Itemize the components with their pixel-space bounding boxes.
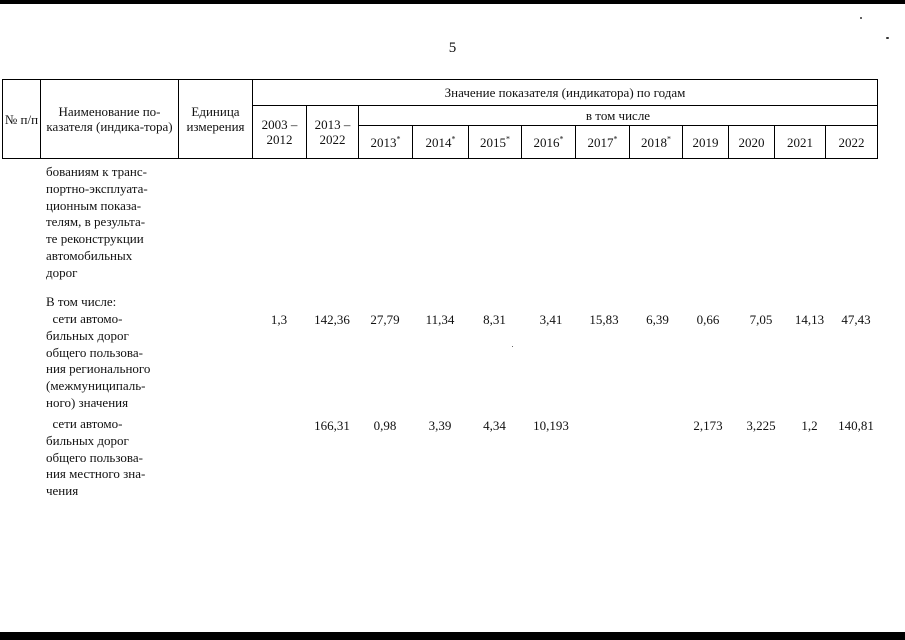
page-number: 5 (448, 40, 457, 56)
header-number-column: № п/п (3, 80, 41, 159)
regional-value-cell: 27,79 (370, 312, 400, 327)
scan-speck (860, 17, 862, 19)
header-year-1: 2014* (413, 126, 469, 159)
regional-value-cell: 15,83 (589, 312, 619, 327)
including-label: В том числе: (46, 294, 117, 309)
footnote-mark: * (396, 134, 401, 144)
local-value-cell: 140,81 (838, 418, 874, 433)
local-value-cell: 4,34 (483, 418, 506, 433)
bottom-border-rule (0, 632, 905, 640)
local-value-cell: 10,193 (533, 418, 569, 433)
header-period-2013-2022: 2013 – 2022 (307, 106, 359, 159)
header-year-0: 2013* (359, 126, 413, 159)
header-values-by-year: Значение показателя (индикатора) по годам (253, 80, 878, 106)
top-border-rule (0, 0, 905, 4)
footnote-mark: * (451, 134, 456, 144)
header-year-5: 2018* (630, 126, 683, 159)
header-year-4: 2017* (576, 126, 630, 159)
local-value-cell: 0,98 (373, 418, 397, 433)
local-value-cell: 166,31 (314, 418, 350, 433)
footnote-mark: * (506, 134, 510, 144)
local-value-cell: 3,39 (428, 418, 452, 433)
footnote-mark: * (613, 134, 618, 144)
regional-value-cell: 1,3 (270, 312, 288, 327)
regional-value-cell: 14,13 (794, 312, 825, 327)
continuation-text: бованиям к транс- портно-эксплуата- ционным показа- телям, в результа- те реконструкции автомобильных дорог (46, 164, 148, 280)
footnote-mark: * (559, 134, 564, 144)
header-year-9: 2022 (826, 126, 878, 159)
header-unit: Единица измерения (179, 80, 253, 159)
header-including: в том числе (359, 106, 878, 126)
local-value-cell: 3,225 (746, 418, 776, 433)
header-year-3: 2016* (522, 126, 576, 159)
regional-value-cell: 0,66 (696, 312, 720, 327)
regional-value-cell: 6,39 (646, 312, 669, 327)
header-indicator-name: Наименование по-казателя (индика-тора) (41, 80, 179, 159)
local-value-cell: 1,2 (801, 418, 818, 433)
scan-speck (886, 37, 889, 39)
header-period-2003-2012: 2003 – 2012 (253, 106, 307, 159)
header-year-7: 2020 (729, 126, 775, 159)
header-year-2: 2015* (469, 126, 522, 159)
local-roads-label: сети автомо- бильных дорог общего пользова- ния местного зна- чения (46, 416, 146, 499)
header-year-6: 2019 (683, 126, 729, 159)
regional-value-cell: 11,34 (425, 312, 455, 327)
regional-value-cell: 3,41 (539, 312, 563, 327)
footnote-mark: * (667, 134, 671, 144)
indicator-table-header (2, 79, 878, 159)
header-year-8: 2021 (775, 126, 826, 159)
regional-value-cell: 142,36 (314, 312, 350, 327)
local-value-cell: 2,173 (693, 418, 723, 433)
regional-value-cell: 8,31 (483, 312, 506, 327)
scan-speck (512, 346, 513, 347)
regional-value-cell: 7,05 (749, 312, 773, 327)
regional-roads-label: сети автомо- бильных дорог общего пользова- ния регионального (межмуниципаль- ного) значения (46, 311, 151, 410)
regional-value-cell: 47,43 (841, 312, 871, 327)
